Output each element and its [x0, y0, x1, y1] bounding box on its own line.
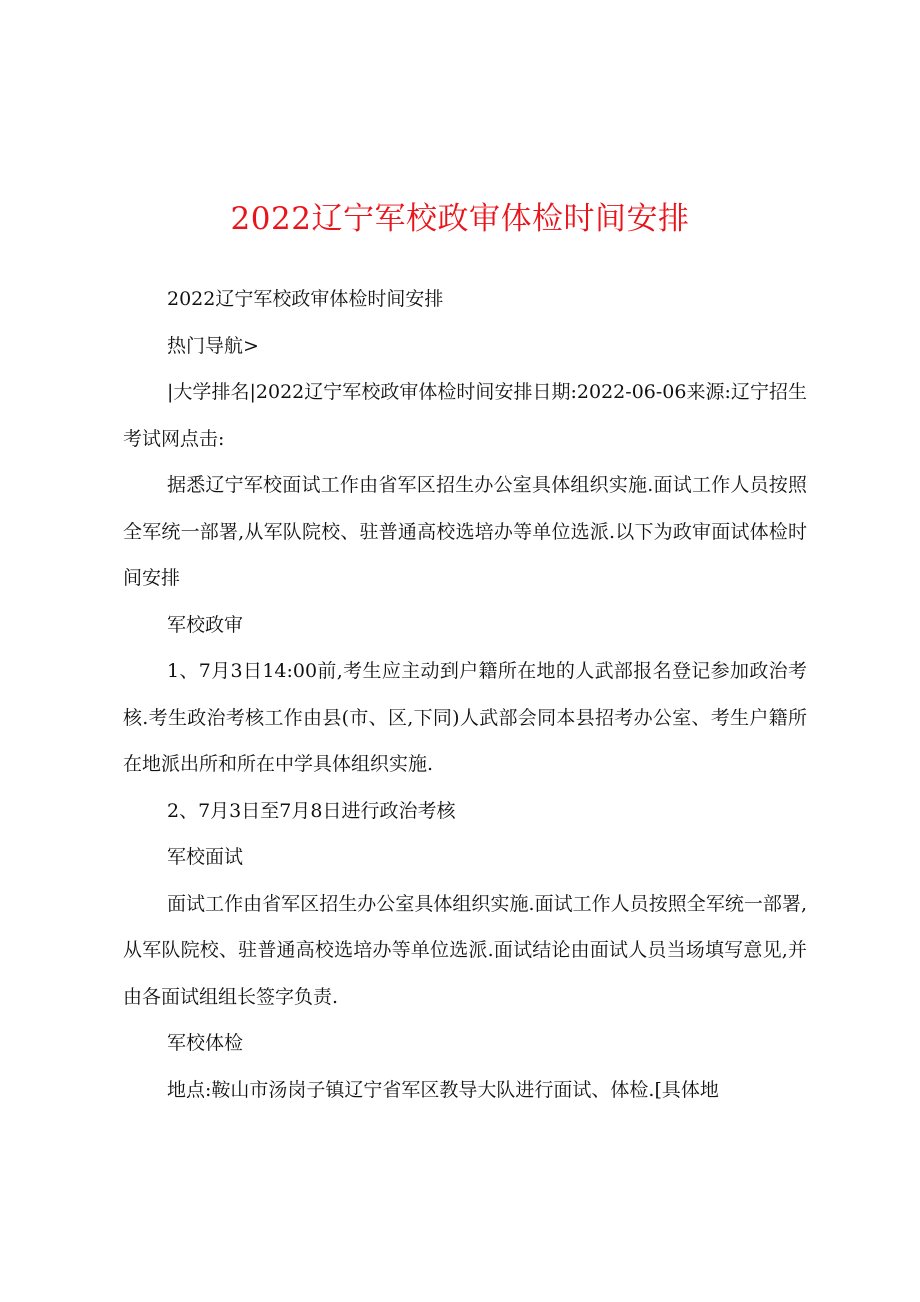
section-heading-interview: 军校面试: [167, 846, 244, 868]
paragraph-exam-location: 地点:鞍山市汤岗子镇辽宁省军区教导大队进行面试、体检.[具体地: [167, 1078, 719, 1101]
section-heading-political-review: 军校政审: [167, 613, 244, 636]
paragraph-review-item-1: 1、7月3日14:00前,考生应主动到户籍所在地的人武部报名登记参加政治考核.考生政治考核工作由县(市、区,下同)人武部会同本县招考办公室、考生户籍所在地派出所和所在中学具体组织实施.: [123, 660, 807, 775]
document-body: [123, 276, 807, 1113]
section-heading-physical-exam: 军校体检: [167, 1032, 244, 1054]
paragraph-review-item-2: 2、7月3日至7月8日进行政治考核: [167, 799, 456, 822]
paragraph-interview: 面试工作由省军区招生办公室具体组织实施.面试工作人员按照全军统一部署,从军队院校、驻普通高校选培办等单位选派.面试结论由面试人员当场填写意见,并由各面试组组长签字负责.: [123, 892, 807, 1008]
paragraph-meta: |大学排名|2022辽宁军校政审体检时间安排日期:2022-06-06来源:辽宁招生考试网点击:: [123, 381, 807, 450]
paragraph-intro: 据悉辽宁军校面试工作由省军区招生办公室具体组织实施.面试工作人员按照全军统一部署,从军队院校、驻普通高校选培办等单位选派.以下为政审面试体检时间安排: [123, 474, 807, 589]
paragraph-nav: 热门导航>: [167, 334, 259, 357]
paragraph-heading-repeat: 2022辽宁军校政审体检时间安排: [167, 288, 444, 310]
document-title: 2022辽宁军校政审体检时间安排: [230, 201, 690, 237]
